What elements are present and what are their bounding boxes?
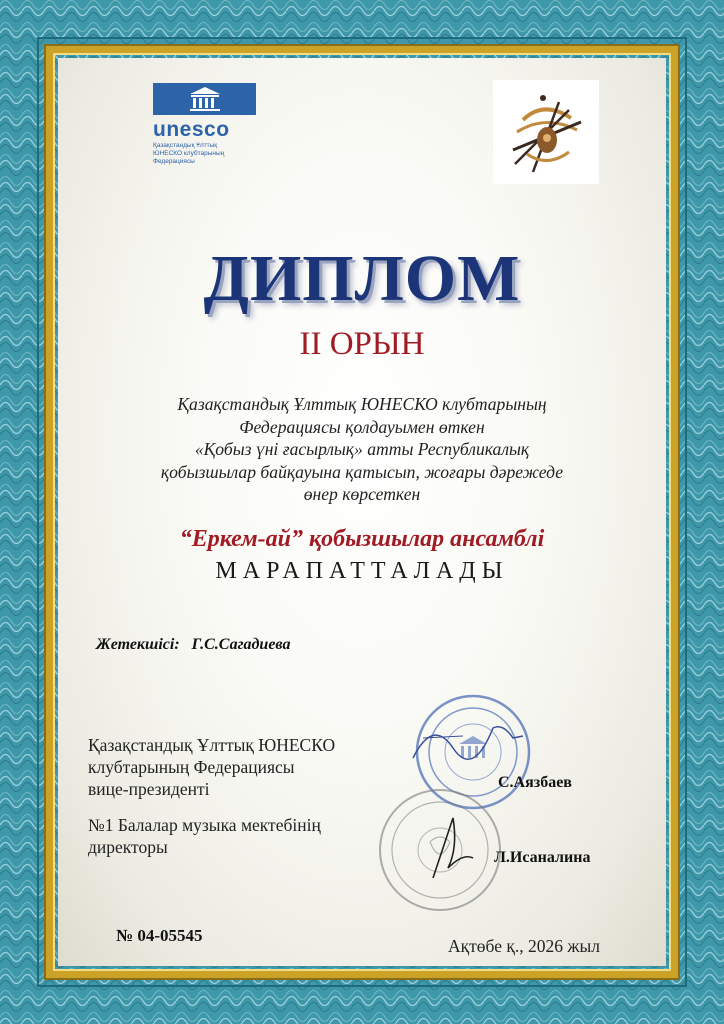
kobyz-emblem-icon — [493, 80, 599, 184]
unesco-wordmark: unesco — [153, 118, 230, 141]
signatory-1-name: С.Аязбаев — [498, 774, 572, 791]
director-signature-icon — [413, 808, 493, 883]
unesco-temple-icon — [153, 83, 256, 115]
diploma-number: № 04-05545 — [116, 926, 203, 945]
signature-icon — [403, 708, 533, 778]
award-description: Қазақстандық Ұлттық ЮНЕСКО клубтарының Федерациясы қолдауымен өткен «Қобыз үні ғасырлық» атты Республикалық қобызшылар байқауына қатысып, жоғары дәрежеде өнер көрсеткен — [160, 394, 564, 504]
place-award: II ОРЫН — [299, 326, 425, 362]
signatory-1-title: Қазақстандық Ұлттық ЮНЕСКО клубтарының Федерациясы вице-президенті — [88, 735, 336, 799]
leader-name: Г.С.Сагадиева — [191, 636, 291, 653]
leader-label: Жетекшісі: — [96, 636, 180, 653]
ensemble-name: “Еркем-ай” қобызшылар ансамблі — [179, 526, 545, 552]
signatory-2-title: №1 Балалар музыка мектебінің директоры — [88, 815, 321, 857]
city-year: Ақтөбе қ., 2026 жыл — [448, 936, 600, 956]
unesco-logo — [153, 83, 263, 166]
diploma-title: ДИПЛОМ — [203, 242, 521, 315]
leader-line — [96, 636, 290, 654]
signatory-2-name: Л.Исаналина — [494, 849, 591, 866]
awarded-text: МАРАПАТТАЛАДЫ — [215, 558, 509, 584]
diploma-content — [58, 58, 666, 966]
unesco-subtitle: Қазақстандық Ұлттық ЮНЕСКО клубтарының Федерациясы — [153, 142, 225, 165]
